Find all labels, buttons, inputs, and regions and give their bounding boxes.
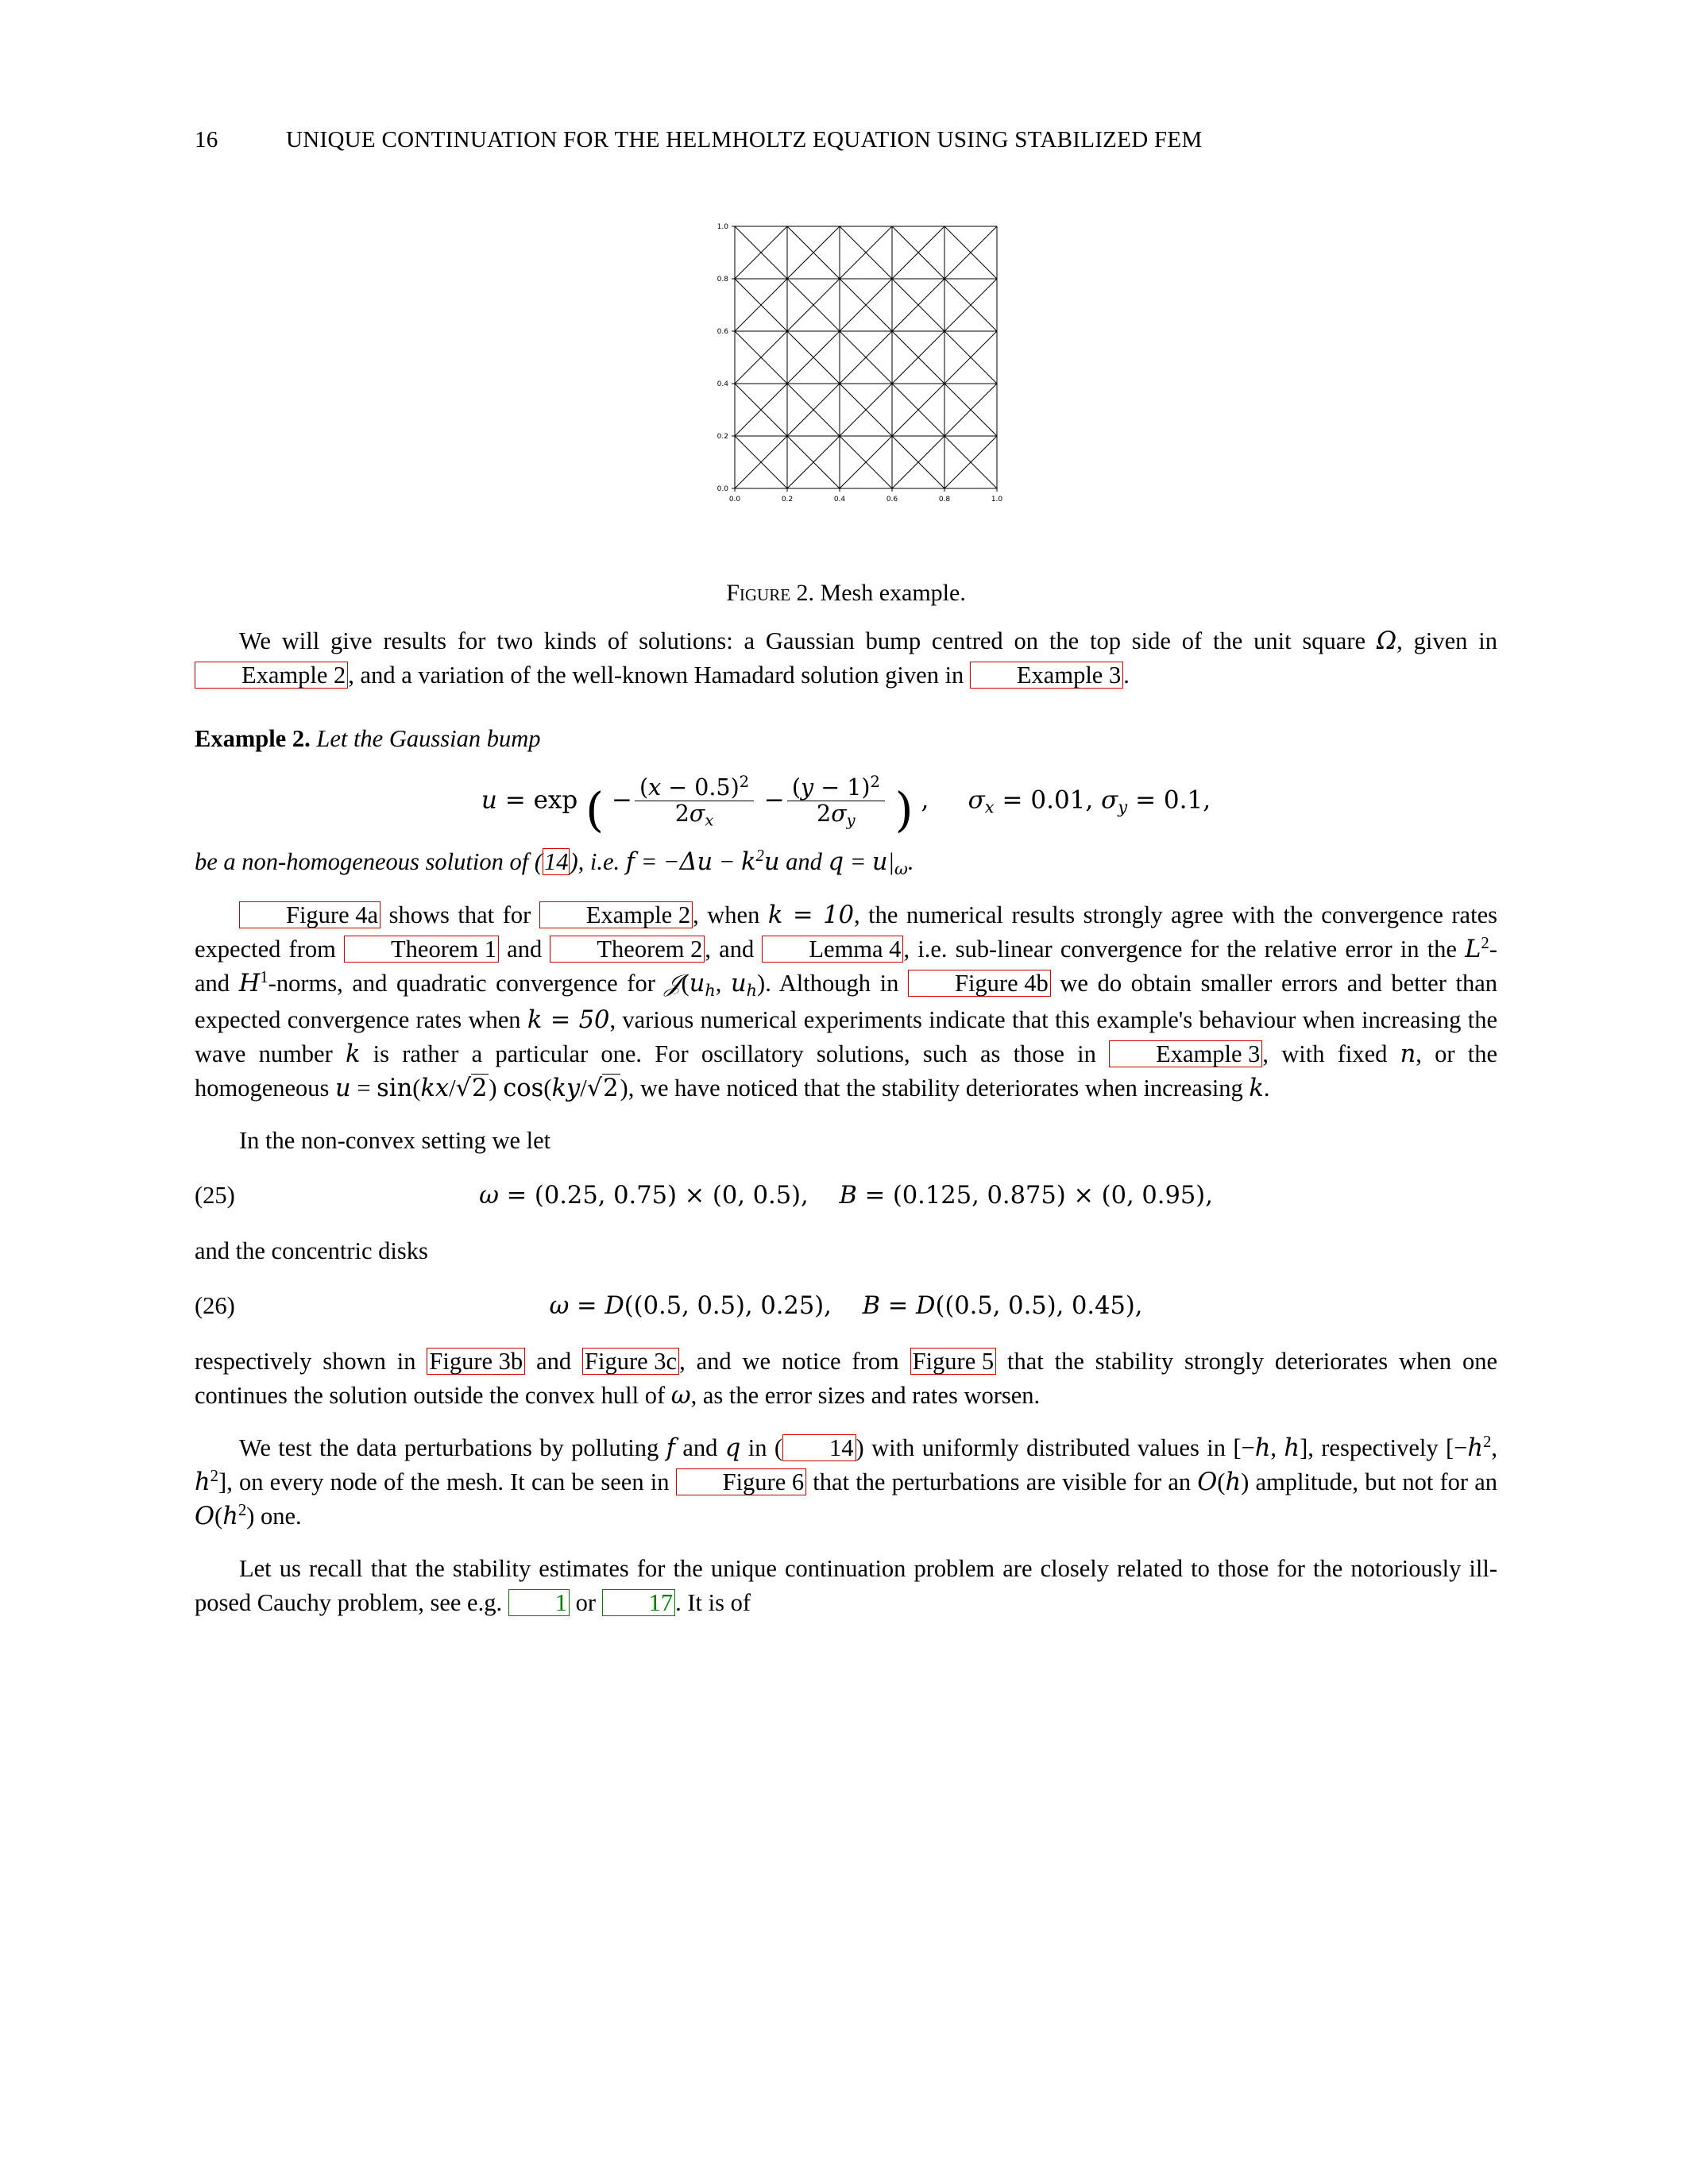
figure-2 — [195, 210, 1497, 607]
p3-j: we do obtain smaller errors and better than expected convergence rates when — [195, 970, 1498, 1033]
p8-b: or — [569, 1588, 602, 1616]
p6-a: respectively shown in — [195, 1348, 427, 1376]
example-2-heading — [195, 725, 1497, 753]
svg-text:0.2: 0.2 — [781, 496, 794, 504]
p7-e: , respectively — [1308, 1433, 1446, 1461]
p6-b: and — [525, 1348, 583, 1376]
svg-text:0.0: 0.0 — [728, 496, 741, 504]
equation-gaussian-bump: u = exp ( − $\frac{(x - 0.5)^2}{2\sigma_x}$ − $\frac{(y - 1)^2}{2\sigma_y}$ ) , $\sigma_x = 0.01$, $\sigma_y = 0.1$, — [481, 772, 1211, 837]
p1-c: , and a variation of the well-known Hamadard solution given in — [348, 662, 970, 689]
figure-caption-text: Mesh example. — [820, 580, 966, 606]
link-theorem-1[interactable]: Theorem 1 — [344, 936, 499, 963]
paragraph-convergence: Figure 4a shows that for Example 2, when k = 10, the numerical results strongly agree with the convergence rates expected from Theorem 1 and Theorem 2, and Lemma 4, i.e. sub-linear convergence for the relative error in the $L^2-$ and $H^1$-norms, and quadratic convergence for $𝒥(u_h$, $u_h$). Although in Figure 4b we do obtain smaller errors and better than expected convergence rates when k = 50, various numerical experiments indicate that this example's behaviour when increasing the wave number k is rather a particular one. For oscillatory solutions, such as those in Example 3, with fixed n, or the homogeneous u = sin(kx/√2) cos(ky/√2), we have noticed that the stability deteriorates when increasing k. — [195, 901, 1498, 1103]
link-figure-3b[interactable]: Figure 3b — [427, 1348, 525, 1375]
p7-c: in ( — [740, 1433, 783, 1461]
p3-o: , we have noticed that the stability deteriorates when increasing — [628, 1075, 1243, 1102]
x-tick-labels — [729, 496, 1003, 504]
p3-l: is rather a particular one. For oscillatory solutions, such as those in — [360, 1040, 1110, 1067]
p3-k50: k = 50 — [527, 1005, 610, 1034]
link-example-2[interactable]: Example 2 — [195, 662, 348, 689]
ex2-tail-a: be a non-homogeneous solution of ( — [195, 847, 543, 875]
svg-text:0.4: 0.4 — [717, 380, 728, 388]
p7-b: and — [674, 1433, 725, 1461]
p3-d: and — [499, 936, 550, 963]
svg-text:0.0: 0.0 — [717, 485, 728, 493]
p6-e: , as the error sizes and rates worsen. — [690, 1382, 1041, 1410]
running-head-title: UNIQUE CONTINUATION FOR THE HELMHOLTZ EQUATION USING STABILIZED FEM — [286, 127, 1203, 152]
p3-k10: k = 10 — [767, 901, 854, 929]
link-example-3[interactable]: Example 3 — [970, 662, 1123, 689]
p8-a: Let us recall that the stability estimates for the unique continuation problem are closely related to those for the notoriously ill-posed Cauchy problem, see e.g. — [195, 1554, 1497, 1616]
link-eq-14[interactable]: 14 — [543, 847, 569, 875]
equation-25-body: ω = (0.25, 0.75) × (0, 0.5), B = (0.125, 0.875) × (0, 0.95), — [479, 1181, 1213, 1210]
running-head — [195, 127, 1497, 153]
mesh-svg — [679, 210, 1013, 528]
equation-25 — [195, 1182, 1497, 1217]
mesh-plot — [679, 210, 1013, 528]
p3-k: , various numerical experiments indicate that this example's behaviour when increasing the wave number — [195, 1005, 1497, 1067]
equation-26-body: ω = D((0.5, 0.5), 0.25), B = D((0.5, 0.5), 0.45), — [549, 1292, 1143, 1321]
figure-caption — [195, 580, 1497, 607]
example-2-label: Example 2. — [195, 724, 311, 752]
p7-h: amplitude, but not for an — [1249, 1468, 1497, 1495]
p1-omega: Ω — [1376, 627, 1397, 655]
link-eq-14-b[interactable]: 14 — [782, 1434, 856, 1461]
svg-text:0.8: 0.8 — [717, 276, 728, 284]
equation-26 — [195, 1292, 1497, 1327]
link-figure-5[interactable]: Figure 5 — [910, 1348, 997, 1375]
p6-c: , and we notice from — [679, 1348, 910, 1376]
p4-text: In the non-convex setting we let — [239, 1126, 551, 1154]
svg-text:1.0: 1.0 — [717, 223, 728, 231]
p7-a: We test the data perturbations by polluting — [239, 1433, 666, 1461]
link-lemma-4[interactable]: Lemma 4 — [762, 936, 903, 963]
svg-text:0.6: 0.6 — [717, 328, 728, 336]
p3-i: . Although in — [765, 970, 908, 997]
svg-text:0.6: 0.6 — [886, 496, 898, 504]
page-number: 16 — [195, 127, 218, 152]
p3-c: , the numerical results strongly agree with the convergence rates expected from — [195, 901, 1497, 963]
ex2-tail-c: and — [779, 847, 829, 875]
paragraph-perturbations: We test the data perturbations by polluting f and q in ( 14) with uniformly distributed values in [−h, h], respectively [$-h^2$, $h^2$], on every node of the mesh. It can be seen in Figure 6 that the perturbations are visible for an O(h) amplitude, but not for an $O(h^2)$ one. — [195, 1433, 1498, 1531]
citation-17[interactable]: 17 — [602, 1589, 676, 1616]
svg-text:0.8: 0.8 — [938, 496, 951, 504]
p3-e: , and — [705, 936, 763, 963]
link-theorem-2[interactable]: Theorem 2 — [550, 936, 705, 963]
link-figure-4a[interactable]: Figure 4a — [239, 901, 380, 928]
link-figure-4b[interactable]: Figure 4b — [908, 970, 1051, 997]
equation-26-tag: (26) — [195, 1292, 235, 1320]
p3-p: . — [1263, 1075, 1270, 1102]
p3-a: shows that for — [380, 901, 539, 928]
ex2-f-eq: f — [625, 847, 635, 876]
p3-f: , i.e. sub-linear convergence for the relative error in the — [903, 936, 1466, 963]
p5-text: and the concentric disks — [195, 1237, 428, 1264]
page-content — [195, 127, 1497, 1620]
p3-g: - and — [195, 936, 1497, 997]
p3-m: , with fixed — [1262, 1040, 1400, 1067]
figure-caption-label: Figure 2. — [726, 580, 815, 606]
y-tick-labels — [717, 223, 729, 493]
paragraph-disks — [195, 1234, 1497, 1268]
paragraph-stability: respectively shown in Figure 3b and Figure 3c, and we notice from Figure 5 that the stability strongly deteriorates when one continues the solution outside the convex hull of ω, as the error sizes and rates worsen. — [195, 1348, 1498, 1410]
link-example-2-b[interactable]: Example 2 — [539, 901, 693, 928]
p7-f: , on every node of the mesh. It can be seen in — [226, 1468, 676, 1495]
p1-d: . — [1123, 662, 1130, 689]
svg-text:0.2: 0.2 — [717, 433, 728, 441]
p7-d: ) with uniformly distributed values in — [856, 1433, 1234, 1461]
p8-c: . It is of — [675, 1588, 751, 1616]
svg-text:0.4: 0.4 — [833, 496, 846, 504]
example-2-statement: Let the Gaussian bump — [316, 724, 541, 752]
paragraph-solutions — [195, 624, 1497, 693]
citation-1[interactable]: 1 — [508, 1589, 570, 1616]
svg-text:1.0: 1.0 — [991, 496, 1003, 504]
link-figure-6[interactable]: Figure 6 — [676, 1468, 807, 1495]
p7-g: that the perturbations are visible for an — [806, 1468, 1198, 1495]
p3-n: , or the homogeneous — [195, 1040, 1497, 1102]
p6-d: that the stability strongly deteriorates when one continues the solution outside the convex hull of — [195, 1348, 1498, 1410]
link-example-3-b[interactable]: Example 3 — [1109, 1040, 1262, 1067]
paragraph-cauchy — [195, 1552, 1497, 1621]
example-2-tail: be a non-homogeneous solution of (14), i.e. $f = -\Delta u - k^2u$ and $q = u|_\omega$. — [195, 847, 914, 878]
equation-25-tag: (25) — [195, 1181, 235, 1209]
p1-a: We will give results for two kinds of solutions: a Gaussian bump centred on the top side of the unit square — [239, 627, 1377, 654]
p7-i: one. — [254, 1503, 302, 1530]
p1-b: , given in — [1396, 627, 1497, 654]
ex2-tail-d: . — [907, 847, 914, 875]
paragraph-nonconvex — [195, 1124, 1497, 1158]
p3-h: -norms, and quadratic convergence for — [268, 970, 665, 997]
ex2-tail-b: ), i.e. — [570, 847, 626, 875]
link-figure-3c[interactable]: Figure 3c — [582, 1348, 679, 1375]
p3-b: , when — [693, 901, 768, 928]
